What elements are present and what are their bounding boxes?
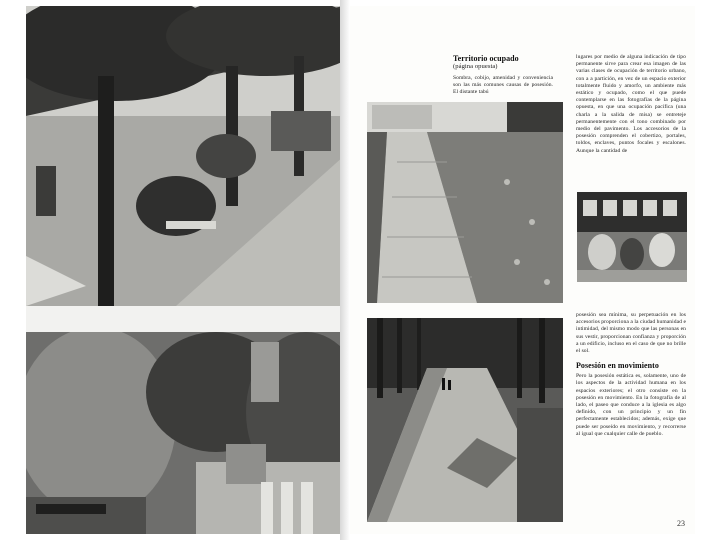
section-body: Sombra, cobijo, amenidad y conveniencia son las más comunes causas de posesión. El distante tabú	[453, 75, 553, 96]
photo-walkway-image	[367, 102, 563, 303]
photo-garden-image	[26, 332, 344, 534]
column-two-bottom-text	[576, 312, 686, 438]
territorio-ocupado-column	[453, 54, 553, 97]
section-title: Territorio ocupado	[453, 54, 519, 63]
photo-plaza-image	[26, 6, 344, 306]
page-number: 23	[677, 519, 685, 528]
photo-plaza-people-under-trees	[26, 6, 344, 306]
section-subtitle: (página opuesta)	[453, 63, 498, 70]
movement-section-body: Pero la posesión estática es, solamente, uno de los aspectos de la actividad humana en los espacios exteriores; el otro consiste en la posesión en movimiento. En la fotografía de al lado, el paseo que conduce a la iglesia es algo definido, con un principio y un fin perfectamente establecidos; además, exige que puede ser poseído en movimiento, y recorrerse al igual que cualquier calle de pueblo.	[576, 373, 686, 437]
left-page	[26, 6, 344, 534]
column-two-paragraph-top: lugares por medio de alguna indicación de tipo permanente sirve para crear esa imagen de las varias clases de ocupación de territorio urbano, con a a partición, en vez de un espacio exterior totalmente fluido y amorfo, un ambiente más estático y ocupado, como el que puede contemplarse en las fotografías de la página opuesta, en que una ocupación pacífica (una charla a la salida de misa) se entreteje permanentemente con el tono combinado por medio del pavimento. Los accesorios de la posesión comprenden el cobertizo, portales, toldos, enclaves, puntos focales y escalones. Aunque la cantidad de	[576, 54, 686, 154]
photo-paved-walkway-pebbles	[367, 102, 563, 303]
column-two-top-text	[576, 54, 686, 155]
photo-tree-lined-walkway	[367, 318, 563, 522]
right-page	[350, 6, 695, 534]
photo-people-sitting-plaza	[577, 192, 687, 282]
column-two-paragraph-bottom: posesión sea mínima, su perpetuación en los accesorios proporciona a la ciudad humanidad e intimidad, del mismo modo que las personas en sus vestir, proporcionan confianza y proporción a un edificio, incluso en el caso de que no brille el sol.	[576, 312, 686, 355]
book-gutter	[340, 0, 350, 540]
photo-garden-willow-trees	[26, 332, 344, 534]
photo-tree-walkway-image	[367, 318, 563, 522]
movement-section-title: Posesión en movimiento	[576, 361, 659, 371]
photo-people-image	[577, 192, 687, 282]
